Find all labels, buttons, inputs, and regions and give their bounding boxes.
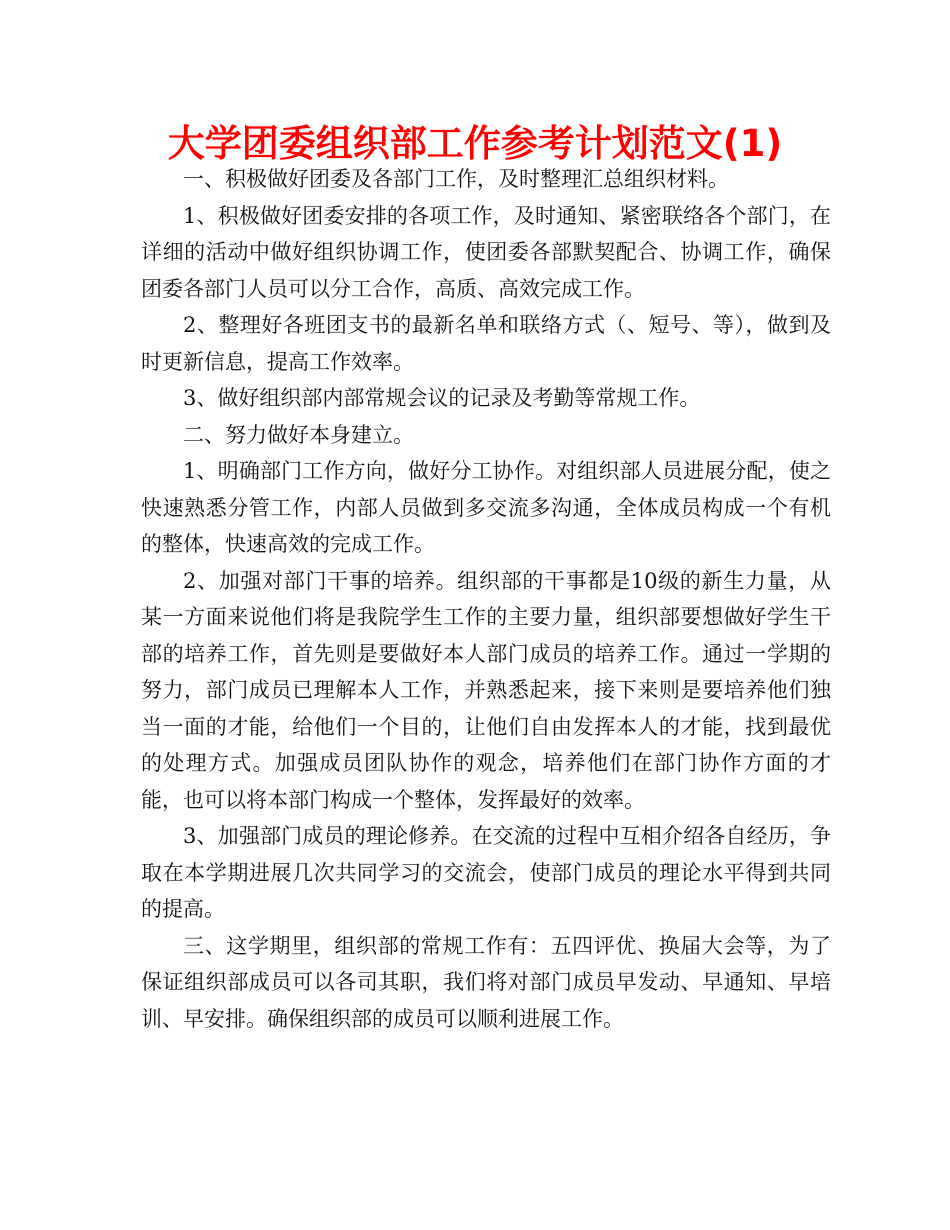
section-1-heading: 一、积极做好团委及各部门工作，及时整理汇总组织材料。: [183, 167, 729, 191]
paragraph: 2、加强对部门干事的培养。组织部的干事都是10级的新生力量，从某一方面来说他们将是我院学生工作的主要力量，组织部要想做好学生干部的培养工作，首先则是要做好本人部门成员的培养工作。通过一学期的努力，部门成员已理解本人工作，并熟悉起来，接下来则是要培养他们独当一面的才能，给他们一个目的，让他们自由发挥本人的才能，找到最优的处理方式。加强成员团队协作的观念，培养他们在部门协作方面的才能，也可以将本部门构成一个整体，发挥最好的效率。: [141, 568, 831, 812]
document-title: 大学团委组织部工作参考计划范文(1): [167, 122, 783, 165]
section-3-paragraph: 三、这学期里，组织部的常规工作有：五四评优、换届大会等，为了保证组织部成员可以各司其职，我们将对部门成员早发动、早通知、早培训、早安排。确保组织部的成员可以顺利进展工作。: [141, 933, 831, 1031]
paragraph: 3、加强部门成员的理论修养。在交流的过程中互相介绍各自经历，争取在本学期进展几次共同学习的交流会，使部门成员的理论水平得到共同的提高。: [141, 824, 831, 921]
paragraph: 1、积极做好团委安排的各项工作，及时通知、紧密联络各个部门，在详细的活动中做好组织协调工作，使团委各部默契配合、协调工作，确保团委各部门人员可以分工合作，高质、高效完成工作。: [141, 203, 831, 301]
paragraph: 2、整理好各班团支书的最新名单和联络方式（、短号、等），做到及时更新信息，提高工作效率。: [141, 313, 831, 374]
section-2-heading: 二、努力做好本身建立。: [183, 422, 414, 447]
paragraph: 1、明确部门工作方向，做好分工协作。对组织部人员进展分配，使之快速熟悉分管工作，内部人员做到多交流多沟通，全体成员构成一个有机的整体，快速高效的完成工作。: [141, 459, 831, 556]
paragraph: 3、做好组织部内部常规会议的记录及考勤等常规工作。: [183, 386, 701, 410]
document-body: [141, 161, 831, 1037]
